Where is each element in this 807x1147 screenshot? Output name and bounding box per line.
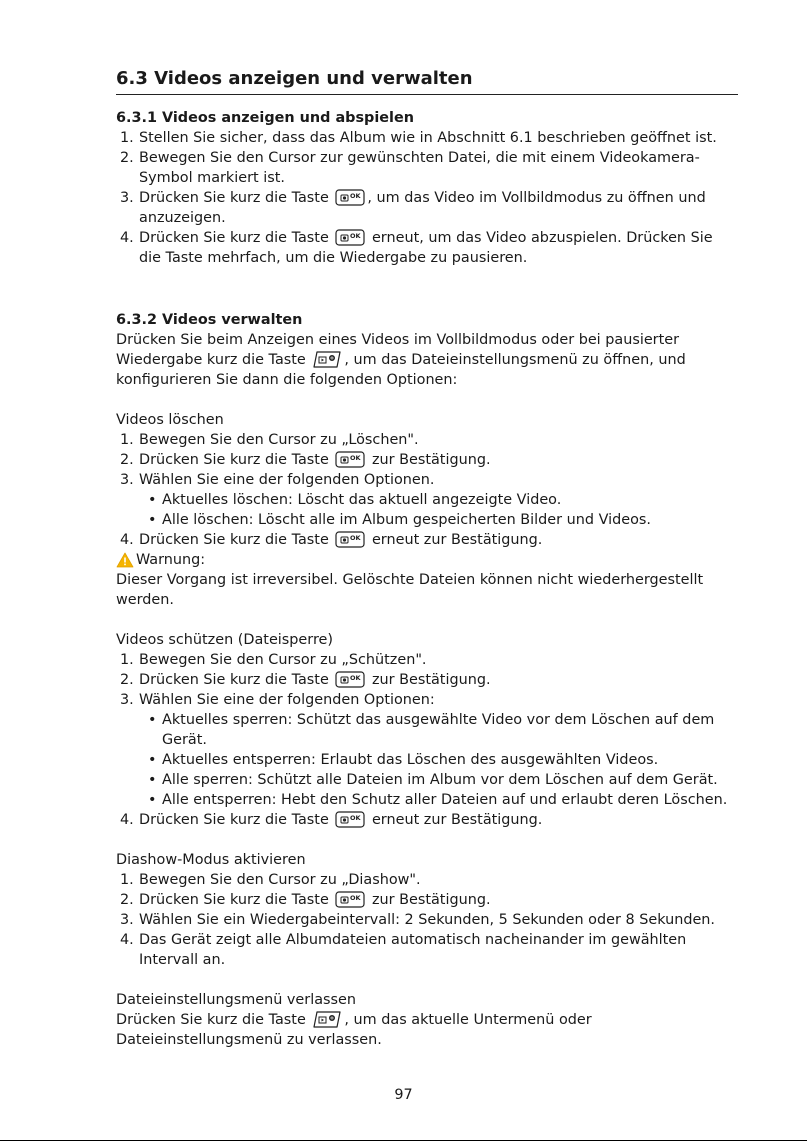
ok-key-icon — [335, 671, 365, 688]
list-item: 2. Drücken Sie kurz die Taste zur Bestätigung. — [120, 672, 491, 688]
list-item: 1. Bewegen Sie den Cursor zu „Löschen". — [120, 432, 419, 448]
page-number: 97 — [394, 1087, 413, 1103]
subsection-heading: Diashow-Modus aktivieren — [116, 852, 306, 868]
bullet-item: • Aktuelles entsperren: Erlaubt das Löschen des ausgewählten Videos. — [162, 750, 738, 770]
list-item: 1. Bewegen Sie den Cursor zu „Diashow". — [120, 872, 421, 888]
list-item: 4. Drücken Sie kurz die Taste erneut zur Bestätigung. — [120, 532, 543, 548]
section-heading: 6.3.1 Videos anzeigen und abspielen — [116, 110, 414, 126]
paragraph: Drücken Sie beim Anzeigen eines Videos im Vollbildmodus oder bei pausierter Wiedergabe kurz die Taste , um das Dateieinstellungsmenü zu öffnen, und konfigurieren Sie dann die folgenden Optionen: — [116, 332, 686, 388]
list-item: 2. Bewegen Sie den Cursor zur gewünschten Datei, die mit einem Videokamera-Symbol markiert ist. — [120, 150, 700, 186]
numbered-list — [116, 530, 738, 550]
warning-text: Dieser Vorgang ist irreversibel. Gelöschte Dateien können nicht wiederhergestellt werden. — [116, 572, 704, 608]
subsection-heading: Dateieinstellungsmenü verlassen — [116, 992, 356, 1008]
ok-key-icon — [335, 891, 365, 908]
list-item: 3. Wählen Sie ein Wiedergabeintervall: 2 Sekunden, 5 Sekunden oder 8 Sekunden. — [120, 912, 716, 928]
numbered-list — [116, 128, 738, 268]
warning-label: Warnung: — [116, 550, 738, 570]
section-6-3-1 — [116, 108, 738, 268]
numbered-list — [116, 650, 738, 710]
page-title: 6.3 Videos anzeigen und verwalten — [116, 66, 738, 95]
bullet-list — [116, 490, 738, 530]
ok-key-icon — [335, 189, 365, 206]
section-heading: 6.3.2 Videos verwalten — [116, 312, 303, 328]
list-item: 3. Wählen Sie eine der folgenden Optionen. — [120, 472, 435, 488]
numbered-list — [116, 430, 738, 490]
list-item: 1. Bewegen Sie den Cursor zu „Schützen". — [120, 652, 427, 668]
paragraph: Drücken Sie kurz die Taste , um das aktuelle Untermenü oder Dateieinstellungsmenü zu verlassen. — [116, 1012, 592, 1048]
list-item: 3. Drücken Sie kurz die Taste , um das Video im Vollbildmodus zu öffnen und anzuzeigen. — [120, 190, 706, 226]
menu-key-icon — [312, 1011, 342, 1028]
warning-icon — [116, 552, 134, 568]
list-item: 4. Das Gerät zeigt alle Albumdateien automatisch nacheinander im gewählten Intervall an. — [120, 932, 687, 968]
list-item: 1. Stellen Sie sicher, dass das Album wie in Abschnitt 6.1 beschrieben geöffnet ist. — [120, 130, 717, 146]
ok-key-icon — [335, 811, 365, 828]
ok-key-icon — [335, 229, 365, 246]
section-slideshow — [116, 850, 738, 970]
numbered-list — [116, 810, 738, 830]
bullet-list — [116, 710, 738, 810]
ok-key-icon — [335, 451, 365, 468]
subsection-heading: Videos schützen (Dateisperre) — [116, 632, 334, 648]
section-6-3-2 — [116, 310, 738, 390]
numbered-list — [116, 870, 738, 970]
list-item: 4. Drücken Sie kurz die Taste erneut zur Bestätigung. — [120, 812, 543, 828]
menu-key-icon — [312, 351, 342, 368]
ok-key-icon — [335, 531, 365, 548]
document-page — [116, 66, 738, 1050]
bullet-item: • Alle entsperren: Hebt den Schutz aller Dateien auf und erlaubt deren Löschen. — [162, 790, 738, 810]
bullet-item: • Aktuelles löschen: Löscht das aktuell angezeigte Video. — [162, 490, 738, 510]
list-item: 4. Drücken Sie kurz die Taste erneut, um das Video abzuspielen. Drücken Sie die Taste mehrfach, um die Wiedergabe zu pausieren. — [120, 230, 713, 266]
section-delete — [116, 410, 738, 610]
bullet-item: • Aktuelles sperren: Schützt das ausgewählte Video vor dem Löschen auf dem Gerät. — [162, 710, 738, 750]
list-item: 2. Drücken Sie kurz die Taste zur Bestätigung. — [120, 452, 491, 468]
subsection-heading: Videos löschen — [116, 412, 224, 428]
section-protect — [116, 630, 738, 830]
bullet-item: • Alle löschen: Löscht alle im Album gespeicherten Bilder und Videos. — [162, 510, 738, 530]
list-item: 2. Drücken Sie kurz die Taste zur Bestätigung. — [120, 892, 491, 908]
bullet-item: • Alle sperren: Schützt alle Dateien im Album vor dem Löschen auf dem Gerät. — [162, 770, 738, 790]
list-item: 3. Wählen Sie eine der folgenden Optionen: — [120, 692, 435, 708]
section-exit — [116, 990, 738, 1050]
bottom-rule — [0, 1140, 807, 1141]
